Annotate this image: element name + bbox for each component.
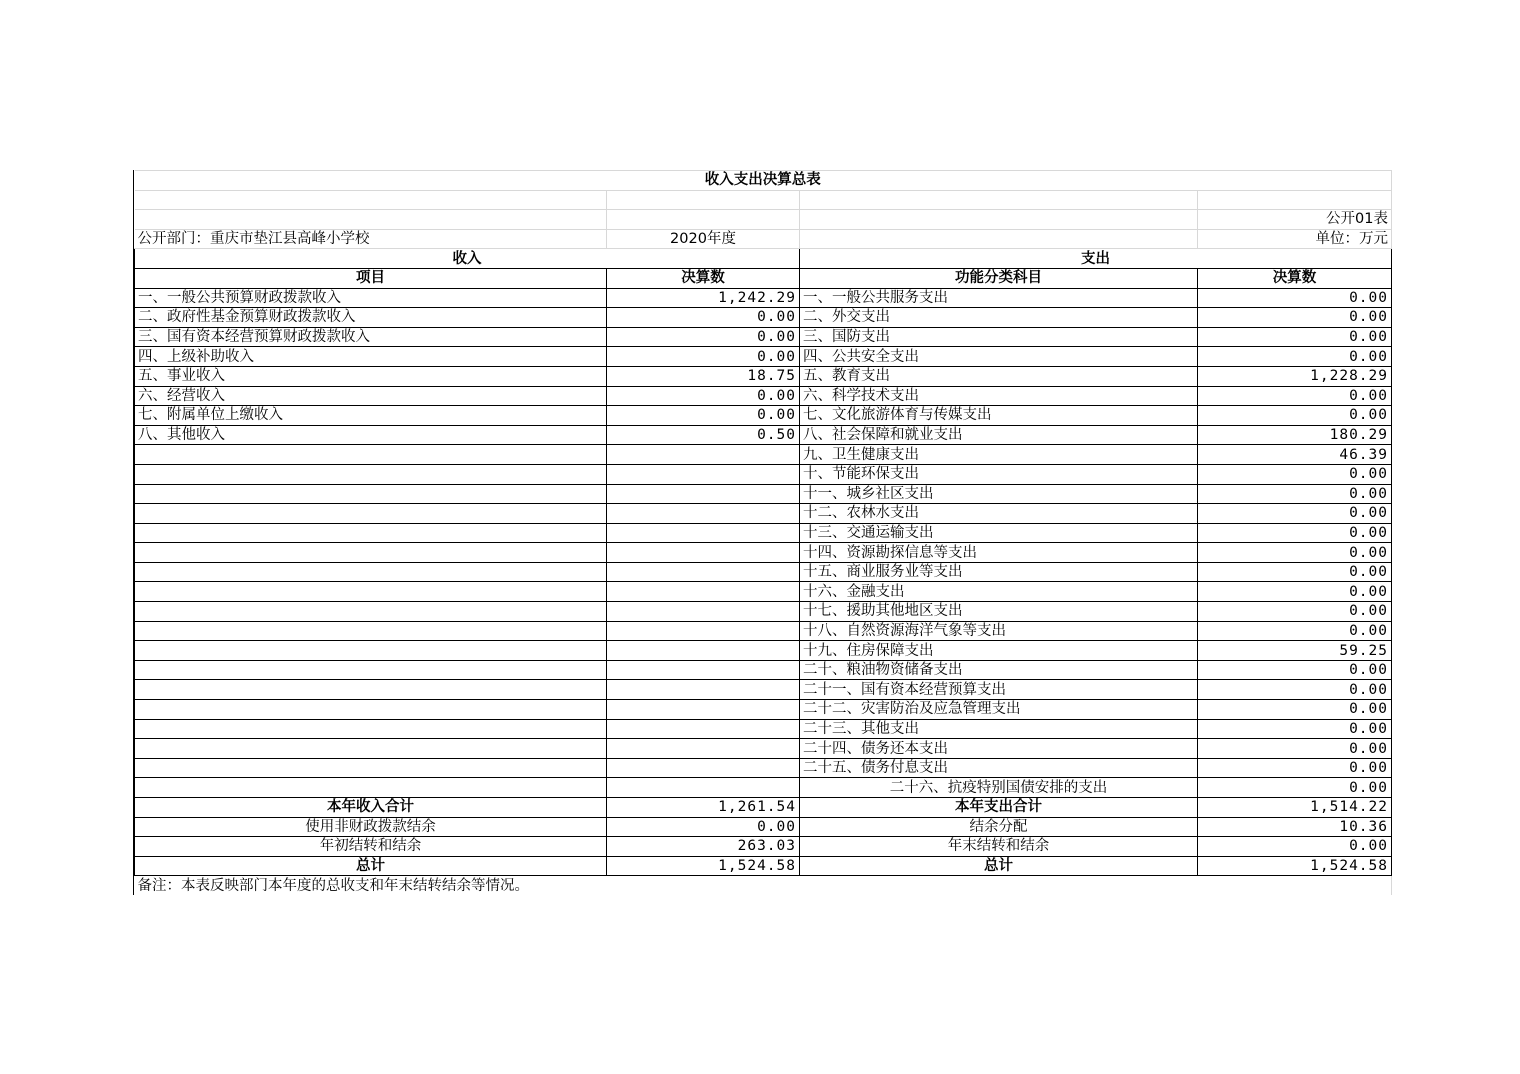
expense-amount-cell: 0.00 [1198,406,1392,426]
income-amount-cell [607,582,800,602]
income-item-cell [135,602,607,622]
expense-item-cell: 二十三、其他支出 [800,719,1198,739]
income-amount-cell [607,562,800,582]
income-item-cell [135,484,607,504]
table-row [135,327,1392,347]
expense-item-cell: 十三、交通运输支出 [800,523,1198,543]
expense-amount-cell: 0.00 [1198,700,1392,720]
income-item-cell [135,660,607,680]
expense-item-cell: 二十二、灾害防治及应急管理支出 [800,700,1198,720]
income-item-cell: 五、事业收入 [135,366,607,386]
unit-label: 单位：万元 [1198,229,1392,249]
income-item-cell: 八、其他收入 [135,425,607,445]
income-amount-cell: 0.50 [607,425,800,445]
table-row [135,582,1392,602]
expense-item-cell: 十八、自然资源海洋气象等支出 [800,621,1198,641]
income-amount-cell [607,700,800,720]
expense-item-cell: 二十六、抗疫特别国债安排的支出 [800,778,1198,798]
table-row [135,739,1392,759]
expense-section-header: 支出 [800,249,1392,269]
expense-item-cell: 十六、金融支出 [800,582,1198,602]
expense-amount-cell: 0.00 [1198,308,1392,328]
table-row [135,778,1392,798]
summary-row [135,817,1392,837]
expense-amount-cell: 0.00 [1198,504,1392,524]
expense-amount-cell: 0.00 [1198,621,1392,641]
expense-amount-cell: 0.00 [1198,484,1392,504]
summary-income-amount: 1,524.58 [607,856,800,876]
income-amount-cell [607,680,800,700]
income-amount-cell: 0.00 [607,347,800,367]
expense-amount-cell: 0.00 [1198,347,1392,367]
expense-amount-cell: 0.00 [1198,739,1392,759]
expense-amount-cell: 0.00 [1198,680,1392,700]
income-amount-cell [607,621,800,641]
summary-row [135,798,1392,818]
expense-item-cell: 五、教育支出 [800,366,1198,386]
expense-amount-cell: 0.00 [1198,543,1392,563]
income-item-cell [135,582,607,602]
summary-table [134,170,1392,895]
income-amount-cell [607,602,800,622]
table-row [135,562,1392,582]
income-amount-cell: 0.00 [607,386,800,406]
expense-amount-cell: 0.00 [1198,562,1392,582]
income-item-cell: 六、经营收入 [135,386,607,406]
expense-item-cell: 四、公共安全支出 [800,347,1198,367]
income-item-cell: 三、国有资本经营预算财政拨款收入 [135,327,607,347]
table-row [135,680,1392,700]
table-row [135,719,1392,739]
table-row [135,660,1392,680]
expense-amount-cell: 0.00 [1198,288,1392,308]
expense-item-cell: 二十四、债务还本支出 [800,739,1198,759]
expense-item-cell: 十二、农林水支出 [800,504,1198,524]
department-label: 公开部门：重庆市垫江县高峰小学校 [135,229,607,249]
summary-income-label: 年初结转和结余 [135,837,607,857]
income-item-cell [135,445,607,465]
expense-item-cell: 十七、援助其他地区支出 [800,602,1198,622]
expense-amount-cell: 180.29 [1198,425,1392,445]
income-amount-cell [607,464,800,484]
expense-amount-cell: 0.00 [1198,464,1392,484]
expense-amount-cell: 46.39 [1198,445,1392,465]
income-amount-cell [607,739,800,759]
footnote: 备注：本表反映部门本年度的总收支和年末结转结余等情况。 [135,876,1392,896]
expense-item-cell: 九、卫生健康支出 [800,445,1198,465]
table-row [135,425,1392,445]
year-label: 2020年度 [607,229,800,249]
expense-item-cell: 二十、粮油物资储备支出 [800,660,1198,680]
table-row [135,543,1392,563]
expense-amount-cell: 0.00 [1198,582,1392,602]
income-amount-cell: 0.00 [607,327,800,347]
expense-item-cell: 十、节能环保支出 [800,464,1198,484]
table-row [135,602,1392,622]
summary-row [135,856,1392,876]
table-row [135,641,1392,661]
summary-income-amount: 0.00 [607,817,800,837]
page-title: 收入支出决算总表 [135,171,1392,191]
income-amount-cell: 0.00 [607,406,800,426]
summary-expense-amount: 10.36 [1198,817,1392,837]
income-item-cell [135,719,607,739]
table-number: 公开01表 [1198,210,1392,230]
income-amount-cell: 0.00 [607,308,800,328]
table-row [135,523,1392,543]
income-item-cell [135,621,607,641]
income-item-cell: 一、一般公共预算财政拨款收入 [135,288,607,308]
income-amount-cell: 1,242.29 [607,288,800,308]
income-item-cell: 七、附属单位上缴收入 [135,406,607,426]
expense-amount-column-header: 决算数 [1198,268,1392,288]
income-amount-cell [607,758,800,778]
expense-amount-cell: 1,228.29 [1198,366,1392,386]
income-amount-column-header: 决算数 [607,268,800,288]
table-row [135,386,1392,406]
income-item-cell [135,543,607,563]
expense-item-cell: 七、文化旅游体育与传媒支出 [800,406,1198,426]
income-item-cell [135,523,607,543]
summary-income-label: 本年收入合计 [135,798,607,818]
income-item-cell: 二、政府性基金预算财政拨款收入 [135,308,607,328]
income-item-cell [135,504,607,524]
summary-expense-label: 结余分配 [800,817,1198,837]
income-section-header: 收入 [135,249,800,269]
income-amount-cell [607,445,800,465]
table-row [135,406,1392,426]
expense-item-cell: 二、外交支出 [800,308,1198,328]
spreadsheet [133,170,1391,895]
income-amount-cell [607,778,800,798]
expense-amount-cell: 0.00 [1198,660,1392,680]
summary-expense-amount: 1,524.58 [1198,856,1392,876]
income-amount-cell [607,660,800,680]
summary-row [135,837,1392,857]
income-amount-cell: 18.75 [607,366,800,386]
expense-amount-cell: 0.00 [1198,719,1392,739]
income-item-cell [135,562,607,582]
expense-item-cell: 十四、资源勘探信息等支出 [800,543,1198,563]
expense-item-cell: 二十一、国有资本经营预算支出 [800,680,1198,700]
table-row [135,288,1392,308]
table-row [135,464,1392,484]
summary-expense-label: 本年支出合计 [800,798,1198,818]
income-item-cell [135,680,607,700]
table-row [135,621,1392,641]
summary-income-amount: 1,261.54 [607,798,800,818]
function-subject-column-header: 功能分类科目 [800,268,1198,288]
table-row [135,758,1392,778]
expense-item-cell: 二十五、债务付息支出 [800,758,1198,778]
income-amount-cell [607,484,800,504]
income-item-cell [135,700,607,720]
summary-expense-amount: 1,514.22 [1198,798,1392,818]
expense-amount-cell: 0.00 [1198,758,1392,778]
expense-item-cell: 十五、商业服务业等支出 [800,562,1198,582]
expense-amount-cell: 0.00 [1198,602,1392,622]
table-row [135,308,1392,328]
item-column-header: 项目 [135,268,607,288]
summary-expense-label: 年末结转和结余 [800,837,1198,857]
income-item-cell [135,464,607,484]
expense-amount-cell: 0.00 [1198,386,1392,406]
expense-item-cell: 十九、住房保障支出 [800,641,1198,661]
summary-income-label: 总计 [135,856,607,876]
summary-income-amount: 263.03 [607,837,800,857]
income-amount-cell [607,543,800,563]
expense-item-cell: 三、国防支出 [800,327,1198,347]
summary-expense-amount: 0.00 [1198,837,1392,857]
income-amount-cell [607,641,800,661]
table-row [135,700,1392,720]
expense-amount-cell: 0.00 [1198,523,1392,543]
expense-item-cell: 六、科学技术支出 [800,386,1198,406]
expense-item-cell: 十一、城乡社区支出 [800,484,1198,504]
table-row [135,366,1392,386]
table-row [135,445,1392,465]
table-row [135,504,1392,524]
expense-amount-cell: 0.00 [1198,778,1392,798]
expense-item-cell: 一、一般公共服务支出 [800,288,1198,308]
expense-amount-cell: 0.00 [1198,327,1392,347]
expense-amount-cell: 59.25 [1198,641,1392,661]
table-row [135,484,1392,504]
summary-income-label: 使用非财政拨款结余 [135,817,607,837]
income-amount-cell [607,523,800,543]
income-amount-cell [607,719,800,739]
income-item-cell [135,758,607,778]
income-amount-cell [607,504,800,524]
income-item-cell: 四、上级补助收入 [135,347,607,367]
expense-item-cell: 八、社会保障和就业支出 [800,425,1198,445]
income-item-cell [135,739,607,759]
summary-expense-label: 总计 [800,856,1198,876]
income-item-cell [135,778,607,798]
table-row [135,347,1392,367]
income-item-cell [135,641,607,661]
